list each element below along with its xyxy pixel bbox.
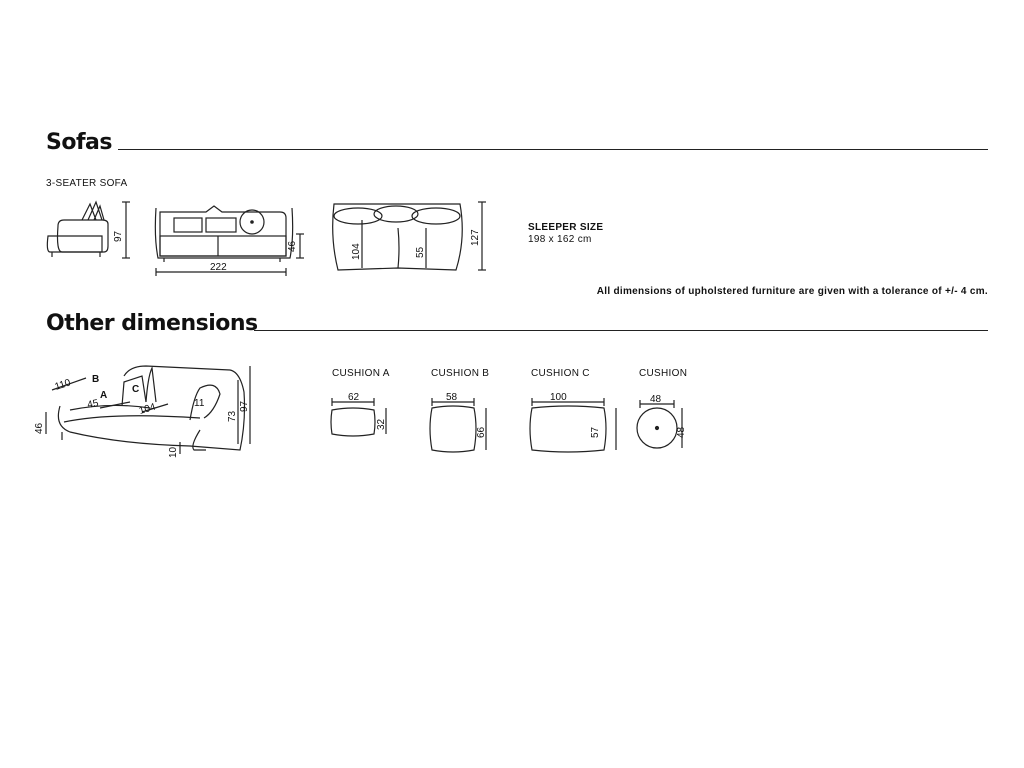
sofa-bed-view <box>328 198 498 278</box>
sofa-side-view <box>42 196 142 266</box>
seat-height-dim: 46 <box>287 240 298 252</box>
sofa-perspective-view <box>30 362 270 462</box>
sofa-model-label: 3-SEATER SOFA <box>46 178 128 189</box>
cushion-a-height: 32 <box>376 418 387 430</box>
section-divider <box>254 330 988 331</box>
leg-height-dim: 10 <box>168 446 179 458</box>
seat-width-dim: 104 <box>137 401 157 417</box>
round-cushion-title: CUSHION <box>639 368 688 379</box>
cushion-b-height: 66 <box>476 426 487 438</box>
bed-mid-dim: 55 <box>415 246 426 258</box>
round-cushion-height: 48 <box>676 426 687 438</box>
bed-length-dim: 104 <box>351 243 362 260</box>
cushion-c-drawing <box>528 392 618 452</box>
round-cushion-drawing <box>634 392 704 452</box>
front-width-dim: 222 <box>210 262 227 273</box>
cushion-a-width: 62 <box>348 392 360 403</box>
section-title-sofas: Sofas <box>46 130 112 155</box>
cushion-a-drawing <box>328 392 398 442</box>
sleeper-size-value: 198 x 162 cm <box>528 234 592 245</box>
seat-depth-dim: 45 <box>86 397 100 411</box>
cushion-b-title: CUSHION B <box>431 368 490 379</box>
cushion-b-label: B <box>92 374 100 385</box>
cushion-c-width: 100 <box>550 392 567 403</box>
cushion-c-title: CUSHION C <box>531 368 590 379</box>
side-height-dim: 97 <box>113 230 124 242</box>
arm-dim: 11 <box>194 398 205 409</box>
cushion-c-label: C <box>132 384 140 395</box>
cushion-b-drawing <box>428 392 498 452</box>
seat-height-dim: 46 <box>34 422 45 434</box>
sleeper-size-title: SLEEPER SIZE <box>528 222 604 233</box>
bed-depth-dim: 127 <box>470 229 481 246</box>
total-height-dim: 97 <box>239 400 250 412</box>
section-title-other-dimensions: Other dimensions <box>46 311 258 336</box>
tolerance-note: All dimensions of upholstered furniture are given with a tolerance of +/- 4 cm. <box>596 286 988 297</box>
cushion-a-label: A <box>100 390 108 401</box>
sofa-front-view <box>150 198 310 278</box>
cushion-c-height: 57 <box>590 426 601 438</box>
depth-dim: 110 <box>53 377 73 393</box>
round-cushion-width: 48 <box>650 394 662 405</box>
section-divider <box>118 149 988 150</box>
arm-height-dim: 73 <box>227 410 238 422</box>
cushion-b-width: 58 <box>446 392 458 403</box>
cushion-a-title: CUSHION A <box>332 368 390 379</box>
